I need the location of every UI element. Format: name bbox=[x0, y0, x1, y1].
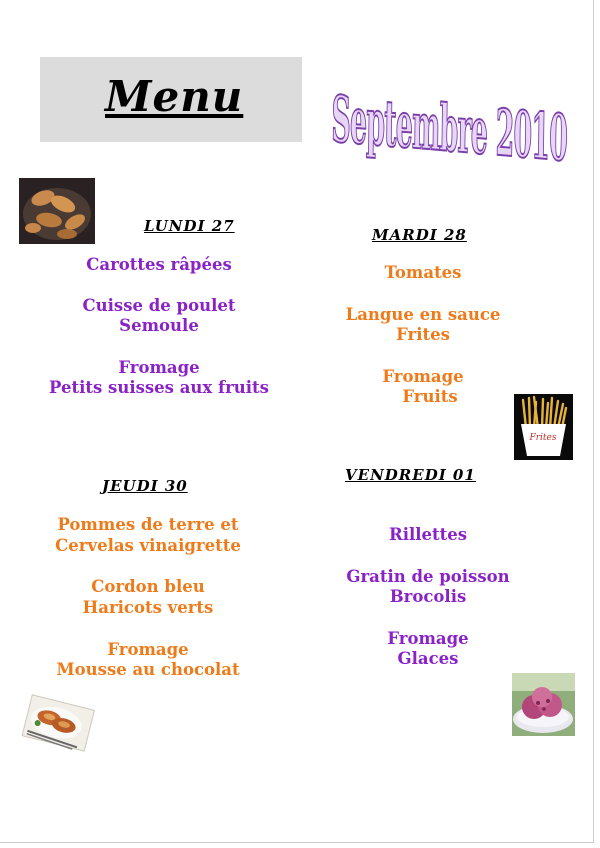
day-title-lundi: LUNDI 27 bbox=[144, 217, 235, 235]
dish-mardi-2: Langue en sauce bbox=[345, 305, 501, 324]
day-title-vendredi: VENDREDI 01 bbox=[345, 466, 476, 484]
ice-cream-image bbox=[512, 673, 575, 736]
dish-lundi-1: Carottes râpées bbox=[86, 255, 232, 274]
dish-lundi-3: Semoule bbox=[119, 316, 199, 335]
dish-jeudi-6: Mousse au chocolat bbox=[56, 660, 240, 679]
dish-vendredi-3: Brocolis bbox=[389, 587, 467, 606]
dish-vendredi-2: Gratin de poisson bbox=[346, 567, 510, 586]
dish-jeudi-5: Fromage bbox=[107, 640, 189, 659]
day-title-mardi: MARDI 28 bbox=[372, 226, 467, 244]
dish-lundi-4: Fromage bbox=[118, 358, 200, 377]
chicken-image bbox=[19, 178, 95, 244]
dish-mardi-5: Fruits bbox=[402, 387, 458, 406]
dish-mardi-4: Fromage bbox=[382, 367, 464, 386]
fries-image bbox=[514, 394, 573, 460]
dish-mardi-1: Tomates bbox=[384, 263, 462, 282]
cordon-bleu-image bbox=[20, 694, 96, 754]
day-title-jeudi: JEUDI 30 bbox=[102, 477, 188, 495]
dish-mardi-3: Frites bbox=[396, 325, 450, 344]
dish-jeudi-3: Cordon bleu bbox=[91, 577, 205, 596]
dish-vendredi-4: Fromage bbox=[387, 629, 469, 648]
dish-lundi-2: Cuisse de poulet bbox=[82, 296, 236, 315]
dish-jeudi-4: Haricots verts bbox=[82, 598, 214, 617]
dish-jeudi-1: Pommes de terre et bbox=[57, 515, 239, 534]
month-title: Septembre 2010 bbox=[330, 82, 568, 177]
dish-lundi-5: Petits suisses aux fruits bbox=[49, 378, 269, 397]
dish-vendredi-5: Glaces bbox=[397, 649, 459, 668]
fries-label: Frites bbox=[529, 433, 557, 443]
dish-jeudi-2: Cervelas vinaigrette bbox=[55, 536, 241, 555]
dish-vendredi-1: Rillettes bbox=[388, 525, 468, 544]
menu-title: Menu bbox=[105, 72, 244, 121]
